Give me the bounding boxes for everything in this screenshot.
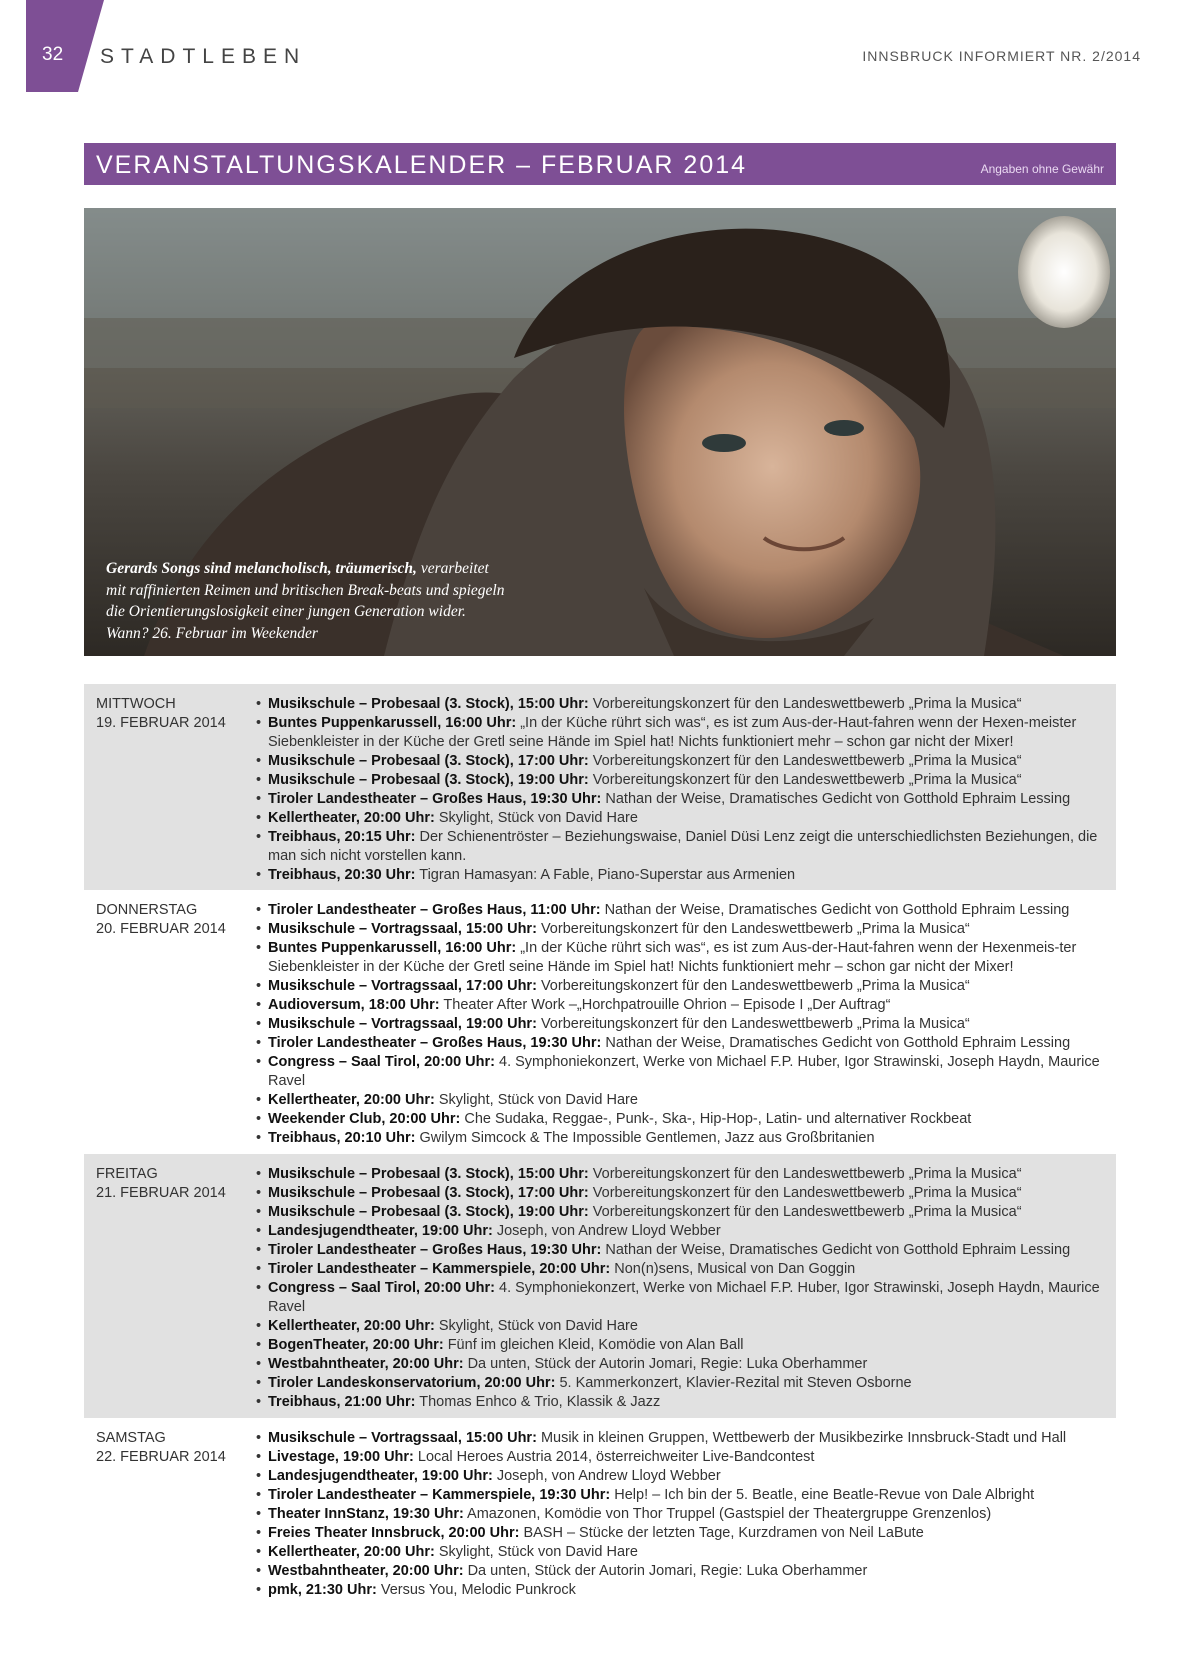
event-item [256,1355,1104,1374]
event-venue: Buntes Puppenkarussell, 16:00 Uhr: [268,715,517,731]
event-list [256,1429,1104,1600]
weekday: FREITAG [96,1166,158,1182]
event-venue: Kellertheater, 20:00 Uhr: [268,1092,435,1108]
day-label [96,1429,226,1467]
event-text: „In der Küche rührt sich was“, es ist zum Aus-der-Haut-fahren wenn der Hexen-meister Siebenkleister in der Küche der Gretl seine Hände im Spiel hat! Nichts funktioniert mehr – schon gar nicht der Mixer! [268,715,1077,750]
event-text: „In der Küche rührt sich was“, es ist zum Aus-der-Haut-fahren wenn der Hexenmeis-ter Siebenkleister in der Küche der Gretl seine Hände im Spiel hat! Nichts funktioniert mehr – schon gar nicht der Mixer! [268,940,1077,975]
event-item [256,828,1104,866]
caption-lead: Gerards Songs sind melancholisch, träumerisch, [106,560,417,577]
weekday: SAMSTAG [96,1430,166,1446]
event-text: Skylight, Stück von David Hare [438,1318,638,1334]
feature-photo [84,208,1116,656]
event-item [256,714,1104,752]
day-block-donnerstag [84,890,1116,1154]
day-date: 22. FEBRUAR 2014 [96,1449,226,1465]
day-date: 21. FEBRUAR 2014 [96,1185,226,1201]
event-text: Vorbereitungskonzert für den Landeswettbewerb „Prima la Musica“ [592,1204,1022,1220]
page-number-tab [0,0,106,92]
event-venue: Musikschule – Vortragssaal, 15:00 Uhr: [268,921,537,937]
event-item [256,1222,1104,1241]
event-text: Vorbereitungskonzert für den Landeswettbewerb „Prima la Musica“ [540,978,970,994]
event-item [256,1448,1104,1467]
event-venue: Tiroler Landestheater – Großes Haus, 19:30 Uhr: [268,1035,602,1051]
event-venue: Tiroler Landestheater – Kammerspiele, 19:30 Uhr: [268,1487,611,1503]
event-text: Nathan der Weise, Dramatisches Gedicht von Gotthold Ephraim Lessing [604,902,1070,918]
event-text: Tigran Hamasyan: A Fable, Piano-Superstar aus Armenien [419,867,796,883]
event-text: Joseph, von Andrew Lloyd Webber [496,1223,721,1239]
calendar-banner [84,143,1116,185]
event-text: Da unten, Stück der Autorin Jomari, Regie: Luka Oberhammer [467,1563,868,1579]
event-venue: Audioversum, 18:00 Uhr: [268,997,440,1013]
event-venue: Tiroler Landeskonservatorium, 20:00 Uhr: [268,1375,556,1391]
event-item [256,1429,1104,1448]
event-venue: Treibhaus, 20:30 Uhr: [268,867,416,883]
event-venue: Musikschule – Vortragssaal, 15:00 Uhr: [268,1430,537,1446]
caption-text: verarbeitet mit raffinierten Reimen und britischen Break-beats und spiegeln die Orientierungslosigkeit einer jungen Generation wider. Wann? 26. Februar im Weekender [106,560,505,642]
event-text: Gwilym Simcock & The Impossible Gentlemen, Jazz aus Großbritanien [419,1130,875,1146]
event-item [256,1467,1104,1486]
event-item [256,1393,1104,1412]
event-venue: Tiroler Landestheater – Großes Haus, 19:30 Uhr: [268,1242,602,1258]
event-venue: Musikschule – Probesaal (3. Stock), 19:00 Uhr: [268,1204,589,1220]
event-text: Skylight, Stück von David Hare [438,810,638,826]
event-item [256,790,1104,809]
event-item [256,1505,1104,1524]
weekday: DONNERSTAG [96,902,198,918]
event-venue: Tiroler Landestheater – Großes Haus, 11:00 Uhr: [268,902,601,918]
event-venue: Musikschule – Probesaal (3. Stock), 19:00 Uhr: [268,772,589,788]
event-text: Der Schienentröster – Beziehungswaise, Daniel Düsi Lenz zeigt die unterschiedlichsten Beziehungen, die man sich nicht vorstellen kann. [268,829,1098,864]
day-block-freitag [84,1154,1116,1418]
event-text: Nathan der Weise, Dramatisches Gedicht von Gotthold Ephraim Lessing [605,1035,1071,1051]
event-text: Help! – Ich bin der 5. Beatle, eine Beatle-Revue von Dale Albright [614,1487,1035,1503]
event-list [256,1165,1104,1412]
day-block-mittwoch [84,684,1116,890]
event-venue: Tiroler Landestheater – Kammerspiele, 20:00 Uhr: [268,1261,611,1277]
event-venue: Buntes Puppenkarussell, 16:00 Uhr: [268,940,517,956]
event-item [256,1184,1104,1203]
event-venue: Landesjugendtheater, 19:00 Uhr: [268,1223,493,1239]
event-venue: Treibhaus, 20:15 Uhr: [268,829,416,845]
event-venue: Landesjugendtheater, 19:00 Uhr: [268,1468,493,1484]
event-item [256,1317,1104,1336]
event-item [256,977,1104,996]
event-venue: Musikschule – Probesaal (3. Stock), 15:00 Uhr: [268,696,589,712]
event-text: Thomas Enhco & Trio, Klassik & Jazz [419,1394,661,1410]
event-venue: Congress – Saal Tirol, 20:00 Uhr: [268,1054,495,1070]
event-item [256,695,1104,714]
day-label [96,901,226,939]
event-text: Vorbereitungskonzert für den Landeswettbewerb „Prima la Musica“ [592,1185,1022,1201]
event-venue: BogenTheater, 20:00 Uhr: [268,1337,444,1353]
event-venue: Treibhaus, 21:00 Uhr: [268,1394,416,1410]
event-venue: Kellertheater, 20:00 Uhr: [268,1318,435,1334]
event-venue: Livestage, 19:00 Uhr: [268,1449,414,1465]
event-item [256,1129,1104,1148]
event-text: 4. Symphoniekonzert, Werke von Michael F.P. Huber, Igor Strawinski, Joseph Haydn, Maurice Ravel [268,1054,1100,1089]
event-text: Che Sudaka, Reggae-, Punk-, Ska-, Hip-Hop-, Latin- und alternativer Rockbeat [464,1111,972,1127]
issue-label: INNSBRUCK INFORMIERT NR. 2/2014 [862,48,1141,64]
event-text: Versus You, Melodic Punkrock [380,1582,576,1598]
event-item [256,752,1104,771]
event-item [256,1562,1104,1581]
event-item [256,1034,1104,1053]
event-text: Vorbereitungskonzert für den Landeswettbewerb „Prima la Musica“ [592,1166,1022,1182]
event-item [256,1203,1104,1222]
event-text: Non(n)sens, Musical von Dan Goggin [614,1261,856,1277]
event-item [256,1279,1104,1317]
event-item [256,1524,1104,1543]
photo-caption [106,558,506,644]
event-text: Amazonen, Komödie von Thor Truppel (Gastspiel der Theatergruppe Grenzenlos) [467,1506,992,1522]
event-venue: Musikschule – Probesaal (3. Stock), 17:00 Uhr: [268,1185,589,1201]
event-venue: Tiroler Landestheater – Großes Haus, 19:30 Uhr: [268,791,602,807]
event-text: Fünf im gleichen Kleid, Komödie von Alan Ball [447,1337,744,1353]
event-venue: Theater InnStanz, 19:30 Uhr: [268,1506,464,1522]
event-item [256,1260,1104,1279]
event-text: BASH – Stücke der letzten Tage, Kurzdramen von Neil LaBute [523,1525,924,1541]
event-venue: Musikschule – Probesaal (3. Stock), 17:00 Uhr: [268,753,589,769]
event-list [256,901,1104,1148]
event-venue: Weekender Club, 20:00 Uhr: [268,1111,461,1127]
event-venue: Musikschule – Vortragssaal, 17:00 Uhr: [268,978,537,994]
event-item [256,1053,1104,1091]
event-text: Vorbereitungskonzert für den Landeswettbewerb „Prima la Musica“ [592,696,1022,712]
event-item [256,1336,1104,1355]
event-venue: Westbahntheater, 20:00 Uhr: [268,1356,464,1372]
event-item [256,1165,1104,1184]
day-label [96,1165,226,1203]
event-venue: Kellertheater, 20:00 Uhr: [268,810,435,826]
calendar-title: VERANSTALTUNGSKALENDER – FEBRUAR 2014 [96,151,748,179]
event-item [256,1015,1104,1034]
event-item [256,1581,1104,1600]
event-list [256,695,1104,885]
event-item [256,920,1104,939]
event-text: Skylight, Stück von David Hare [438,1092,638,1108]
event-item [256,1091,1104,1110]
event-item [256,771,1104,790]
event-text: Joseph, von Andrew Lloyd Webber [496,1468,721,1484]
day-date: 19. FEBRUAR 2014 [96,715,226,731]
event-text: Vorbereitungskonzert für den Landeswettbewerb „Prima la Musica“ [592,753,1022,769]
event-text: Da unten, Stück der Autorin Jomari, Regie: Luka Oberhammer [467,1356,868,1372]
event-venue: Musikschule – Vortragssaal, 19:00 Uhr: [268,1016,537,1032]
event-item [256,1241,1104,1260]
weekday: MITTWOCH [96,696,176,712]
event-item [256,1374,1104,1393]
event-venue: Westbahntheater, 20:00 Uhr: [268,1563,464,1579]
event-venue: Kellertheater, 20:00 Uhr: [268,1544,435,1560]
event-text: Nathan der Weise, Dramatisches Gedicht von Gotthold Ephraim Lessing [605,1242,1071,1258]
event-text: Skylight, Stück von David Hare [438,1544,638,1560]
event-item [256,1110,1104,1129]
event-venue: Musikschule – Probesaal (3. Stock), 15:00 Uhr: [268,1166,589,1182]
event-venue: pmk, 21:30 Uhr: [268,1582,377,1598]
event-item [256,809,1104,828]
day-date: 20. FEBRUAR 2014 [96,921,226,937]
event-text: Vorbereitungskonzert für den Landeswettbewerb „Prima la Musica“ [592,772,1022,788]
day-label [96,695,226,733]
page-number: 32 [42,44,64,65]
event-item [256,996,1104,1015]
event-item [256,901,1104,920]
event-item [256,939,1104,977]
event-text: Local Heroes Austria 2014, österreichweiter Live-Bandcontest [417,1449,815,1465]
event-text: 4. Symphoniekonzert, Werke von Michael F.P. Huber, Igor Strawinski, Joseph Haydn, Maurice Ravel [268,1280,1100,1315]
event-item [256,1543,1104,1562]
event-item [256,1486,1104,1505]
event-text: 5. Kammerkonzert, Klavier-Rezital mit Steven Osborne [559,1375,912,1391]
event-item [256,866,1104,885]
section-title: STADTLEBEN [100,45,307,68]
disclaimer-note: Angaben ohne Gewähr [980,162,1104,176]
event-text: Nathan der Weise, Dramatisches Gedicht von Gotthold Ephraim Lessing [605,791,1071,807]
event-venue: Freies Theater Innsbruck, 20:00 Uhr: [268,1525,520,1541]
event-text: Vorbereitungskonzert für den Landeswettbewerb „Prima la Musica“ [540,1016,970,1032]
day-block-samstag [84,1418,1116,1618]
event-venue: Congress – Saal Tirol, 20:00 Uhr: [268,1280,495,1296]
event-venue: Treibhaus, 20:10 Uhr: [268,1130,416,1146]
event-text: Vorbereitungskonzert für den Landeswettbewerb „Prima la Musica“ [540,921,970,937]
event-text: Theater After Work –„Horchpatrouille Ohrion – Episode I „Der Auftrag“ [443,997,891,1013]
event-text: Musik in kleinen Gruppen, Wettbewerb der Musikbezirke Innsbruck-Stadt und Hall [540,1430,1067,1446]
